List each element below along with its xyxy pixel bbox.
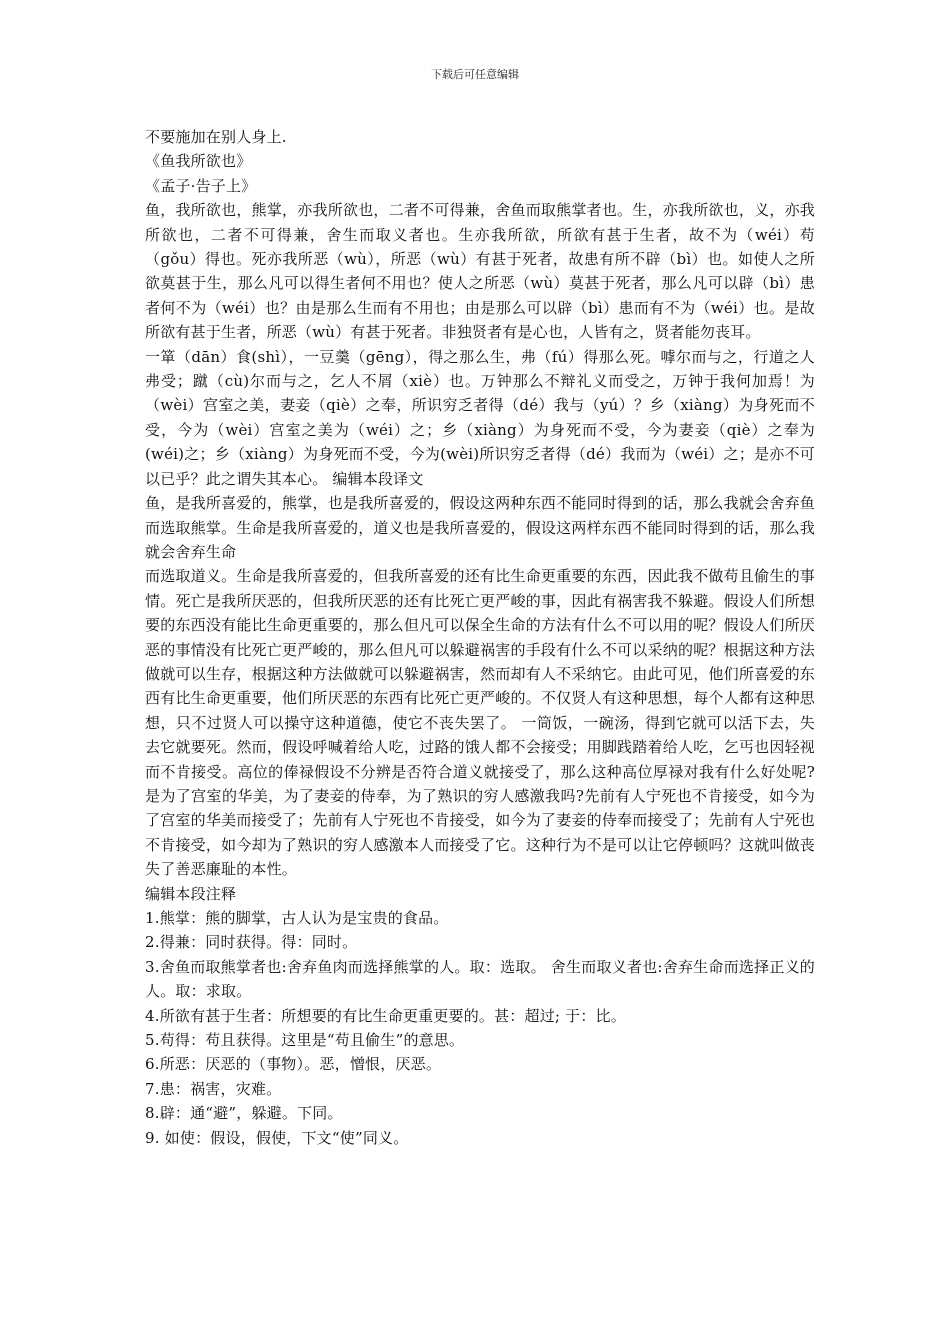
paragraph-title: 《鱼我所欲也》 (145, 152, 252, 171)
note-item: 3.舍鱼而取熊掌者也:舍弃鱼肉而选择熊掌的人。取：选取。 舍生而取义者也:舍弃生命而选择正义的人。取：求取。 (145, 957, 815, 1001)
note-item: 2.得兼：同时获得。得：同时。 (145, 933, 358, 952)
page-header: 下载后可任意编辑 (431, 68, 519, 81)
note-item: 1.熊掌：熊的脚掌，古人认为是宝贵的食品。 (145, 909, 449, 927)
paragraph-original-text-2: 一箪（dān）食(shì），一豆羹（gēng），得之那么生，弗（fú）得那么死。嘑尔而与之，行道之人弗受；蹴（cù)尔而与之，乞人不屑（xiè）也。万钟那么不辩礼义而受之，万钟于我何加焉！为（wèi）宫室之美，妻妾（qiè）之奉，所识穷乏者得（dé）我与（yú）？乡（xiàng）为身死而不受，今为（wèi）宫室之美为（wéi）之；乡（xiàng）为身死而不受，今为妻妾（qiè）之奉为(wéi)之；乡（xiàng）为身死而不受，今为(wèi)所识穷乏者得（dé）我而为（wéi）之；是亦不可以已乎？此之谓失其本心。 编辑本段译文 (145, 347, 815, 488)
note-item: 9. 如使：假设，假使，下文“使”同义。 (145, 1128, 409, 1147)
paragraph-source: 《孟子·告子上》 (145, 176, 257, 195)
paragraph-original-text-1: 鱼，我所欲也，熊掌，亦我所欲也，二者不可得兼，舍鱼而取熊掌者也。生，亦我所欲也，义，亦我所欲也，二者不可得兼，舍生而取义者也。生亦我所欲，所欲有甚于生者，故不为（wéi）苟（gǒu）得也。死亦我所恶（wù），所恶（wù）有甚于死者，故患有所不辟（bì）也。如使人之所欲莫甚于生，那么凡可以得生者何不用也？使人之所恶（wù）莫甚于死者，那么凡可以辟（bì）患者何不为（wéi）也？由是那么生而有不用也；由是那么可以辟（bì）患而有不为（wéi）也。是故所欲有甚于生者，所恶（wù）有甚于死者。非独贤者有是心也，人皆有之，贤者能勿丧耳。 (145, 201, 815, 342)
note-item: 5.苟得：苟且获得。这里是“苟且偷生”的意思。 (145, 1031, 465, 1050)
note-item: 6.所恶：厌恶的（事物）。恶，憎恨，厌恶。 (145, 1055, 442, 1074)
paragraph-intro-line: 不要施加在别人身上. (145, 128, 287, 146)
paragraph-translation-1: 鱼，是我所喜爱的，熊掌，也是我所喜爱的，假设这两种东西不能同时得到的话，那么我就会舍弃鱼而选取熊掌。生命是我所喜爱的，道义也是我所喜爱的，假设这两样东西不能同时得到的话，那么我就会舍弃生命 (145, 494, 815, 561)
paragraph-translation-2: 而选取道义。生命是我所喜爱的，但我所喜爱的还有比生命更重要的东西，因此我不做苟且偷生的事情。死亡是我所厌恶的，但我所厌恶的还有比死亡更严峻的事，因此有祸害我不躲避。假设人们所想要的东西没有能比生命更重要的，那么但凡可以保全生命的方法有什么不可以用的呢？假设人们所厌恶的事情没有比死亡更严峻的，那么但凡可以躲避祸害的手段有什么不可以采纳的呢？根据这种方法做就可以生存，根据这种方法做就可以躲避祸害，然而却有人不采纳它。由此可见，他们所喜爱的东西有比生命更重要，他们所厌恶的东西有比死亡更严峻的。不仅贤人有这种思想，每个人都有这种思想，只不过贤人可以操守这种道德，使它不丧失罢了。 一筒饭，一碗汤，得到它就可以活下去，失去它就要死。然而，假设呼喊着给人吃，过路的饿人都不会接受；用脚践踏着给人吃，乞丐也因轻视而不肯接受。高位的俸禄假设不分辨是否符合道义就接受了，那么这种高位厚禄对我有什么好处呢? 是为了宫室的华美，为了妻妾的侍奉，为了熟识的穷人感激我吗?先前有人宁死也不肯接受，如今为了宫室的华美而接受了；先前有人宁死也不肯接受，如今为了妻妾的侍奉而接受了；先前有人宁死也不肯接受，如今却为了熟识的穷人感激本人而接受了它。这种行为不是可以让它停顿吗？这就叫做丧失了善恶廉耻的本性。 (145, 567, 815, 879)
note-item: 7.患：祸害，灾难。 (145, 1079, 282, 1098)
section-heading-notes: 编辑本段注释 (145, 884, 237, 903)
note-item: 8.辟：通“避”，躲避。下同。 (145, 1104, 343, 1123)
note-item: 4.所欲有甚于生者：所想要的有比生命更重更要的。甚：超过; 于：比。 (145, 1006, 626, 1025)
document-body (145, 125, 815, 1150)
